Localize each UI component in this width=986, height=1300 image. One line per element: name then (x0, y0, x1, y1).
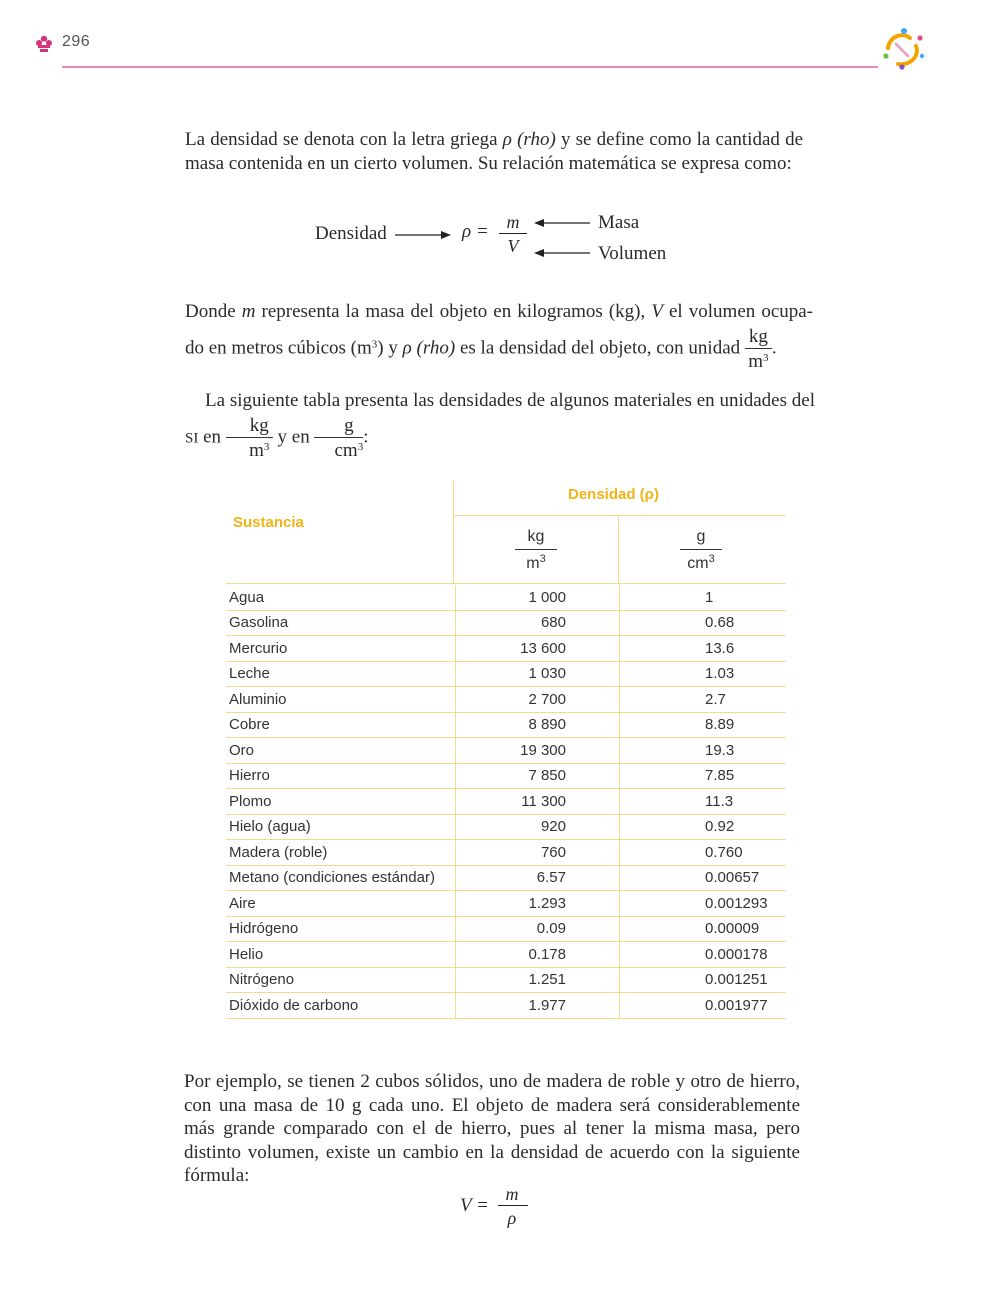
table-row (226, 738, 786, 764)
table-row (226, 967, 786, 993)
density-kg-m3-cell: 11 300 (456, 789, 620, 815)
density-g-cm3-cell: 1.03 (620, 661, 787, 687)
density-g-cm3-cell: 11.3 (620, 789, 787, 815)
unit-fraction-g (314, 416, 363, 460)
density-table-body (226, 585, 786, 1018)
arrow-left-icon (534, 246, 590, 260)
table-row (226, 789, 786, 815)
density-kg-m3-cell: 0.09 (456, 916, 620, 942)
header-substance: Sustancia (233, 514, 304, 531)
density-kg-m3-cell: 760 (456, 840, 620, 866)
rho-name: (rho) (517, 129, 556, 150)
header-divider (226, 583, 786, 584)
density-kg-m3-cell: 0.178 (456, 942, 620, 968)
volume-symbol: V (651, 301, 663, 322)
flower-ornament-icon (34, 34, 54, 54)
unit-numerator: g (314, 416, 363, 438)
substance-cell: Leche (226, 661, 456, 687)
unit-numerator: kg (745, 327, 772, 349)
p2-text: representa la masa del objeto en kilogramos (kg), (255, 301, 652, 322)
substance-cell: Metano (condiciones estándar) (226, 865, 456, 891)
fraction-bar (498, 1205, 528, 1206)
density-g-cm3-cell: 2.7 (620, 687, 787, 713)
density-g-cm3-cell: 0.68 (620, 610, 787, 636)
substance-cell: Agua (226, 585, 456, 610)
substance-cell: Madera (roble) (226, 840, 456, 866)
header-density: Densidad (ρ) (568, 486, 659, 503)
substance-cell: Hidrógeno (226, 916, 456, 942)
superscript: 3 (371, 338, 378, 351)
rho-name: (rho) (416, 337, 456, 359)
p3-text: en (198, 426, 226, 448)
table-row (226, 814, 786, 840)
col1-unit-numerator: kg (527, 528, 545, 545)
mass-symbol: m (241, 301, 256, 322)
substance-cell: Cobre (226, 712, 456, 738)
table-row (226, 763, 786, 789)
table-row (226, 687, 786, 713)
density-kg-m3-cell: 1 000 (456, 585, 620, 610)
substance-cell: Nitrógeno (226, 967, 456, 993)
unit-fraction-kg (226, 416, 273, 460)
table-row (226, 661, 786, 687)
density-kg-m3-cell: 8 890 (456, 712, 620, 738)
density-kg-m3-cell: 13 600 (456, 636, 620, 662)
p3-text: y en (272, 426, 315, 448)
table-row (226, 610, 786, 636)
p2-text: ) y (377, 337, 403, 359)
density-g-cm3-cell: 13.6 (620, 636, 787, 662)
volume-label: Volumen (598, 243, 667, 264)
p2-text: . (771, 337, 777, 359)
unit-denominator: m (748, 351, 764, 372)
col1-unit (513, 528, 559, 573)
intro-text-b: y se define como la cantidad de masa contenida en un cierto volumen. Su relación matemática se expresa como: (185, 129, 803, 174)
table-header (226, 481, 786, 584)
density-g-cm3-cell: 0.000178 (620, 942, 787, 968)
col2-unit-numerator: g (696, 528, 706, 545)
example-paragraph: Por ejemplo, se tienen 2 cubos sólidos, uno de madera de roble y otro de hierro, con una masa de 10 g cada uno. El objeto de madera será considerablemente más grande comparado con el de hierro, pues al tener la misma masa, pero distinto volumen, existe un cambio en la densidad de acuerdo con la siguiente fórmula: (184, 1071, 800, 1186)
unit-fraction (745, 327, 772, 371)
density-g-cm3-cell: 1 (620, 585, 787, 610)
header-divider (454, 515, 786, 516)
intro-paragraph (185, 128, 803, 175)
table-intro-paragraph (185, 386, 815, 460)
density-kg-m3-cell: 6.57 (456, 865, 620, 891)
density-kg-m3-cell: 920 (456, 814, 620, 840)
substance-cell: Dióxido de carbono (226, 993, 456, 1019)
superscript: 3 (357, 441, 364, 453)
table-row (226, 712, 786, 738)
substance-cell: Helio (226, 942, 456, 968)
p2-text: el volumen ocupa-do en metros cúbicos (m (185, 301, 814, 359)
col2-unit-denominator: cm (687, 555, 709, 573)
si-abbr: SI (185, 430, 199, 447)
table-row (226, 916, 786, 942)
density-g-cm3-cell: 0.001293 (620, 891, 787, 917)
rho-symbol: ρ (502, 129, 512, 150)
formula-lhs: ρ = (462, 221, 489, 242)
density-label: Densidad (315, 223, 387, 244)
p3-text: La siguiente tabla presenta las densidades de algunos materiales en unidades del (205, 390, 815, 411)
unit-numerator: kg (226, 416, 273, 438)
p3-text: : (363, 426, 369, 448)
table-row (226, 585, 786, 610)
substance-cell: Hierro (226, 763, 456, 789)
table-row (226, 865, 786, 891)
fraction-bar (499, 233, 527, 234)
substance-cell: Aluminio (226, 687, 456, 713)
arrow-right-icon (395, 228, 451, 242)
density-g-cm3-cell: 8.89 (620, 712, 787, 738)
formula-numerator: m (506, 212, 520, 232)
superscript: 3 (708, 553, 715, 566)
density-g-cm3-cell: 0.00657 (620, 865, 787, 891)
density-g-cm3-cell: 19.3 (620, 738, 787, 764)
unit-denominator: cm (334, 440, 358, 461)
density-g-cm3-cell: 0.00009 (620, 916, 787, 942)
header-rule (62, 66, 878, 68)
density-table (226, 585, 786, 1019)
substance-cell: Aire (226, 891, 456, 917)
unit-denominator: m (249, 440, 264, 461)
header-divider (618, 515, 619, 584)
density-kg-m3-cell: 19 300 (456, 738, 620, 764)
rho-symbol: ρ (402, 337, 412, 359)
table-row (226, 993, 786, 1019)
density-kg-m3-cell: 7 850 (456, 763, 620, 789)
definition-paragraph (185, 297, 813, 371)
substance-cell: Oro (226, 738, 456, 764)
substance-cell: Hielo (agua) (226, 814, 456, 840)
density-kg-m3-cell: 1.977 (456, 993, 620, 1019)
density-g-cm3-cell: 0.001251 (620, 967, 787, 993)
mass-label: Masa (598, 212, 640, 233)
density-g-cm3-cell: 7.85 (620, 763, 787, 789)
formula2-lhs: V = (460, 1195, 489, 1216)
formula2-numerator: m (505, 1184, 519, 1204)
page-number: 296 (62, 33, 91, 50)
colorful-logo-icon (880, 26, 926, 72)
density-g-cm3-cell: 0.760 (620, 840, 787, 866)
density-g-cm3-cell: 0.92 (620, 814, 787, 840)
density-kg-m3-cell: 1.293 (456, 891, 620, 917)
superscript: 3 (763, 352, 769, 364)
substance-cell: Gasolina (226, 610, 456, 636)
arrow-left-icon (534, 216, 590, 230)
col2-unit (678, 528, 724, 573)
formula2-denominator: ρ (507, 1208, 517, 1228)
p2-text: Donde (185, 301, 242, 322)
density-g-cm3-cell: 0.001977 (620, 993, 787, 1019)
formula-denominator: V (507, 236, 519, 256)
superscript: 3 (263, 441, 270, 453)
col1-unit-denominator: m (526, 555, 540, 573)
table-row (226, 840, 786, 866)
table-row (226, 891, 786, 917)
superscript: 3 (539, 553, 546, 566)
density-kg-m3-cell: 2 700 (456, 687, 620, 713)
density-kg-m3-cell: 680 (456, 610, 620, 636)
fraction-bar (515, 549, 557, 550)
p2-text: es la densidad del objeto, con unidad (455, 337, 745, 359)
intro-text-a: La densidad se denota con la letra griega (185, 129, 503, 150)
header-divider (453, 481, 454, 584)
substance-cell: Plomo (226, 789, 456, 815)
substance-cell: Mercurio (226, 636, 456, 662)
density-kg-m3-cell: 1.251 (456, 967, 620, 993)
fraction-bar (680, 549, 722, 550)
table-row (226, 636, 786, 662)
table-row (226, 942, 786, 968)
density-kg-m3-cell: 1 030 (456, 661, 620, 687)
